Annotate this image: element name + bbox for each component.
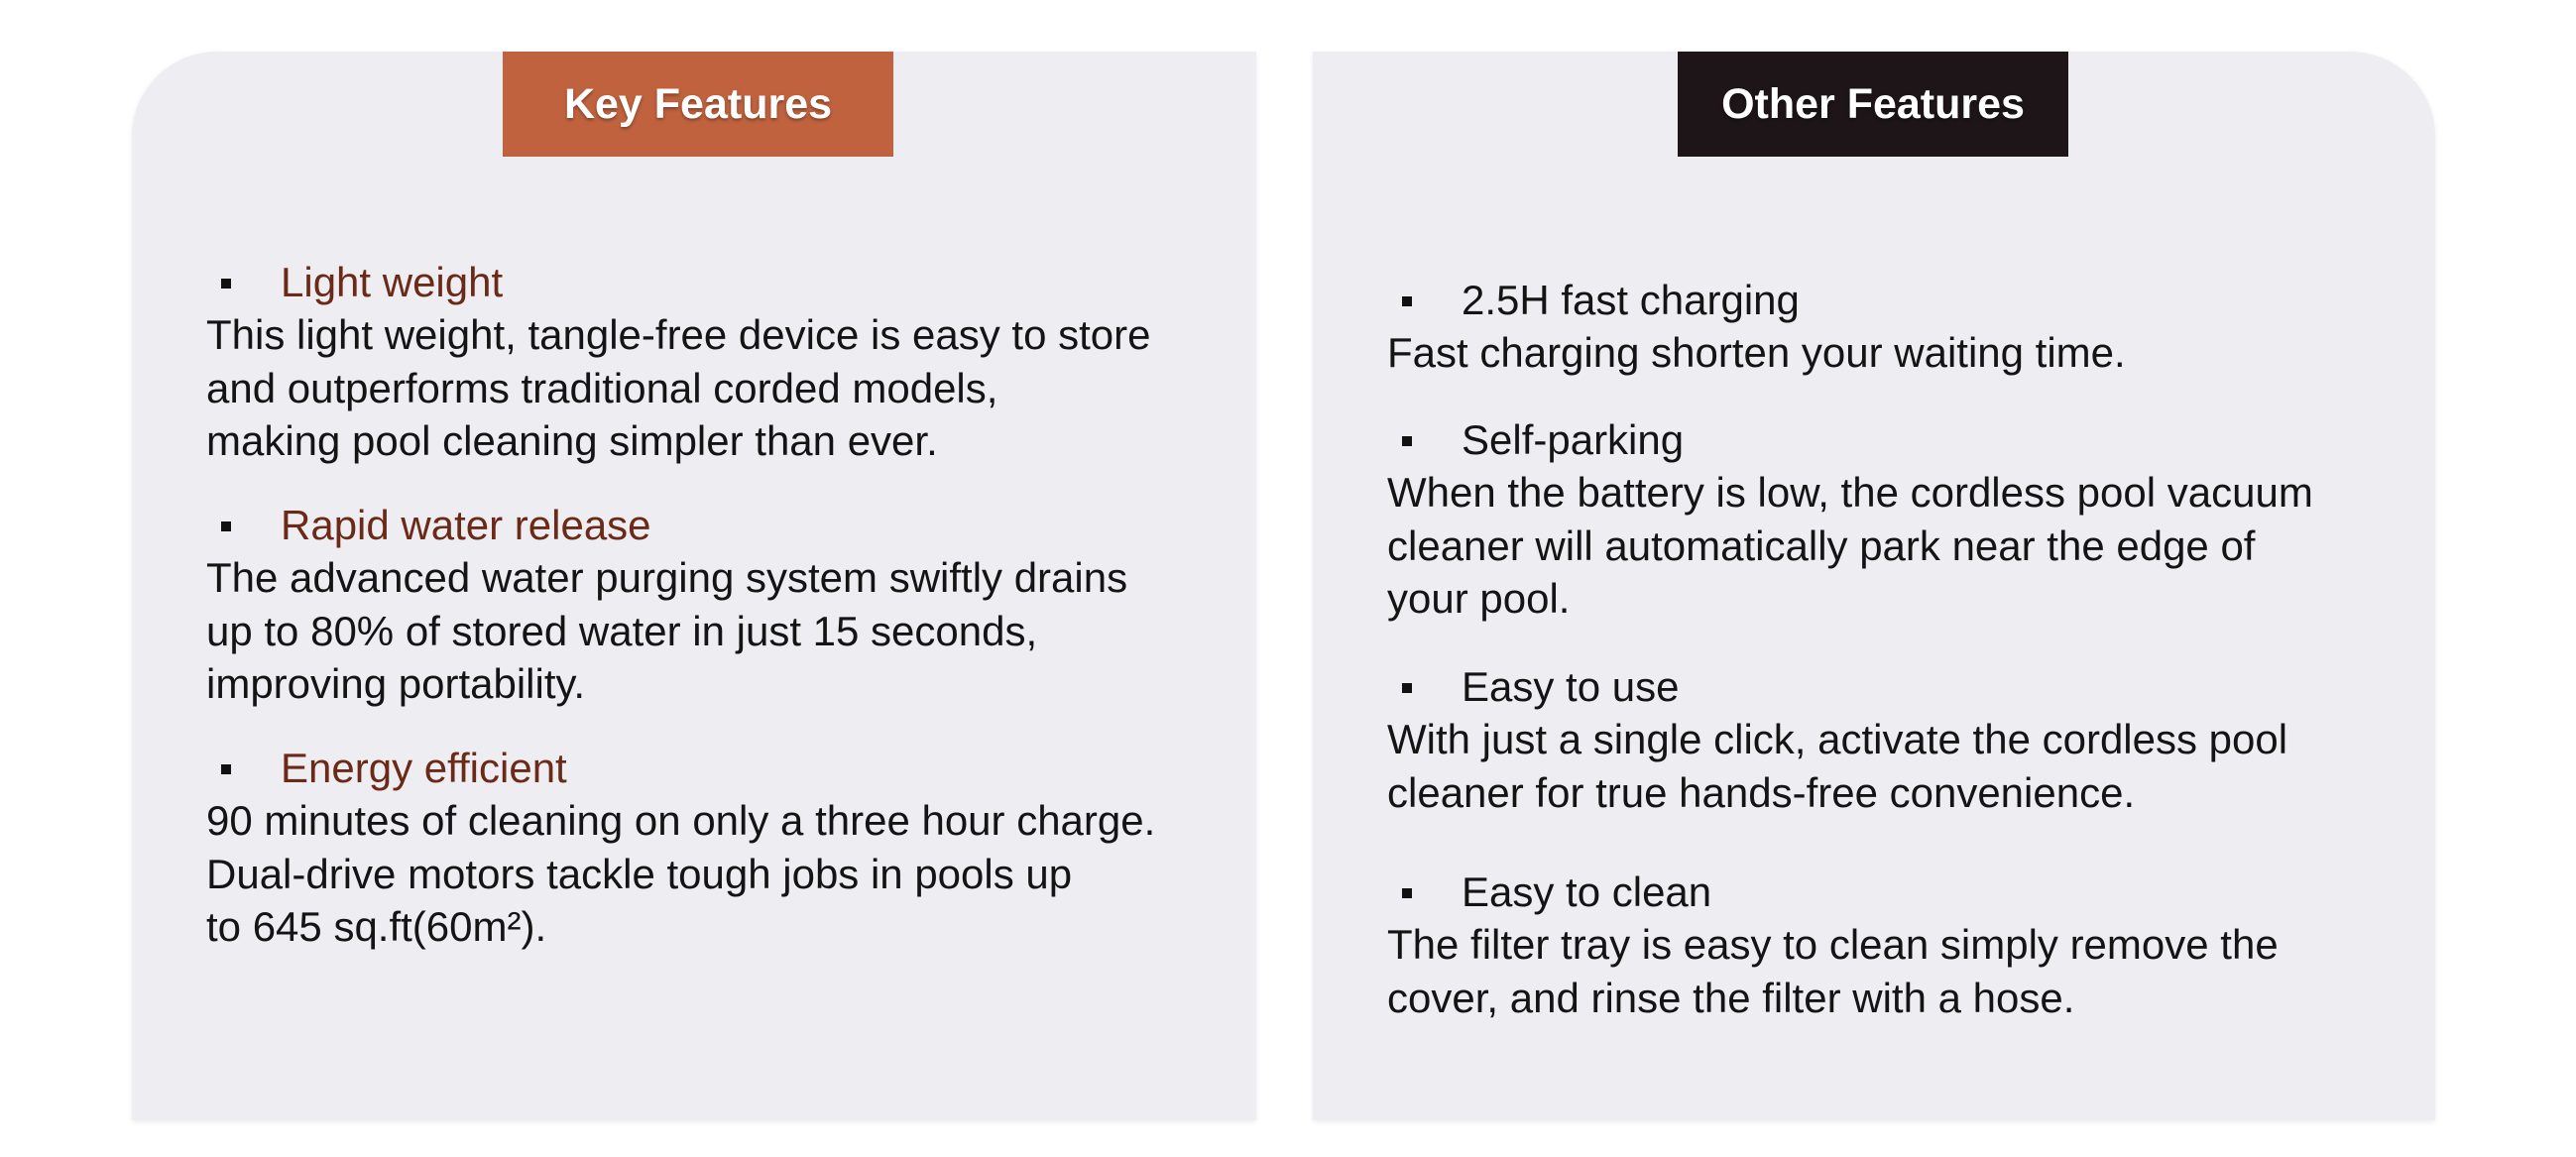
feature-title: Self-parking [1462,416,1685,463]
feature-title: Light weight [281,259,504,305]
feature-title-row [206,257,1227,308]
feature-description: 90 minutes of cleaning on only a three hour charge. Dual-drive motors tackle tough jobs in pools up to 645 sq.ft(60m²). [206,797,1156,950]
bullet-icon [1402,683,1412,693]
feature-item [1387,661,2405,819]
bullet-icon [221,521,231,531]
feature-item [1387,414,2405,626]
feature-title-row [1387,275,2405,326]
feature-item [206,500,1227,711]
key-features-heading: Key Features [503,52,893,157]
feature-title: 2.5H fast charging [1462,277,1800,323]
feature-description: With just a single click, activate the cordless pool cleaner for true hands-free convenience. [1387,716,2288,816]
bullet-icon [221,279,231,289]
feature-title: Energy efficient [281,745,567,791]
feature-description: The filter tray is easy to clean simply remove the cover, and rinse the filter with a hose. [1387,921,2279,1021]
feature-item [1387,275,2405,380]
feature-description: The advanced water purging system swiftly drains up to 80% of stored water in just 15 seconds, improving portability. [206,554,1128,707]
feature-item [206,257,1227,468]
other-features-panel [1313,52,2435,1120]
bullet-icon [1402,888,1412,898]
other-features-heading: Other Features [1678,52,2068,157]
feature-item [206,743,1227,954]
feature-title-row [1387,414,2405,466]
feature-title: Easy to clean [1462,868,1712,915]
key-features-panel [132,52,1256,1120]
feature-title: Easy to use [1462,663,1680,710]
bullet-icon [221,764,231,774]
feature-description: Fast charging shorten your waiting time. [1387,329,2126,376]
bullet-icon [1402,296,1412,306]
feature-title-row [1387,661,2405,713]
feature-item [1387,867,2405,1024]
feature-title-row [1387,867,2405,918]
bullet-icon [1402,436,1412,446]
feature-description: When the battery is low, the cordless pool vacuum cleaner will automatically park near the edge of your pool. [1387,469,2313,622]
feature-description: This light weight, tangle-free device is easy to store and outperforms traditional corded models, making pool cleaning simpler than ever. [206,311,1151,464]
feature-title-row [206,743,1227,794]
feature-title-row [206,500,1227,551]
feature-title: Rapid water release [281,502,651,548]
